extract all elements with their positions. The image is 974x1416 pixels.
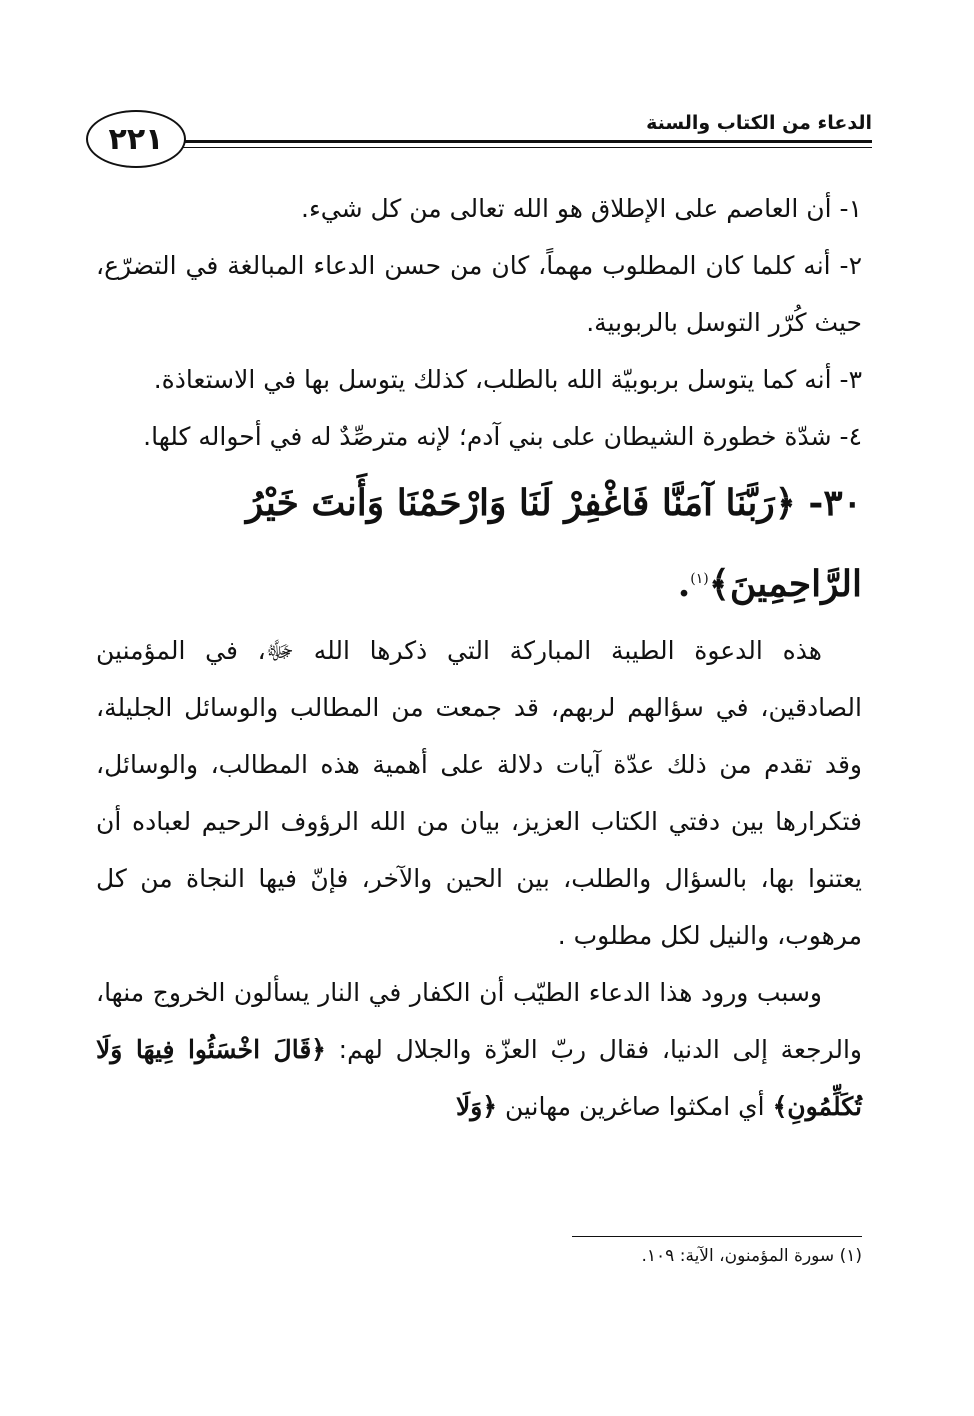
list-item-4: ٤- شدّة خطورة الشيطان على بني آدم؛ لإنه مترصِّدٌ له في أحواله كلها. [143,422,862,451]
header-rule [174,140,872,143]
list-item-3: ٣- أنه كما يتوسل بربوبيّة الله بالطلب، كذلك يتوسل بها في الاستعاذة. [153,365,862,394]
list-item-2: ٢- أنه كلما كان المطلوب مهماً، كان من حسن الدعاء المبالغة في التضرّع، حيث كُرّر التوسل بالربوبية. [96,251,862,337]
paragraph-2-start: وسبب ورود هذا الدعاء الطيّب أن الكفار في النار يسألون الخروج منها، والرجعة إلى الدنيا، فقال ربّ العزّة والجلال لهم: [96,978,862,1064]
paragraph-2-mid: أي امكثوا صاغرين مهانين [497,1092,773,1121]
list-item-1: ١- أن العاصم على الإطلاق هو الله تعالى من كل شيء. [301,194,862,223]
body-text [96,180,862,1135]
footnote-reference: (١) [690,571,709,587]
inline-verse-1: ﴿قَالَ اخْسَئُوا فِيهَا وَلَا تُكَلِّمُونِ﴾ [96,1035,862,1121]
footnote: (١) سورة المؤمنون، الآية: ١٠٩. [641,1246,862,1266]
header-rule-thin [174,147,872,148]
section-heading-verse [96,465,862,622]
page-header [82,104,872,170]
page-number: ٢٢١ [86,110,186,168]
footnote-rule [572,1236,862,1237]
heading-verse-text: ٣٠- ﴿رَبَّنَا آمَنَّا فَاغْفِرْ لَنَا وَارْحَمْنَا وَأَنتَ خَيْرُ الرَّاحِمِينَ﴾ [245,482,862,605]
inline-verse-2: ﴿وَلَا [456,1092,498,1121]
running-title: الدعاء من الكتاب والسنة [646,112,872,134]
paragraph-1: هذه الدعوة الطيبة المباركة التي ذكرها الله ﷻ، في المؤمنين الصادقين، في سؤالهم لربهم، قد جمعت من المطالب والوسائل الجليلة، وقد تقدم من ذلك عدّة آيات دلالة على أهمية هذه المطالب، والوسائل، فتكرارها بين دفتي الكتاب العزيز، بيان من الله الرؤوف الرحيم لعباده أن يعتنوا بها، بالسؤال والطلب، بين الحين والآخر، فإنّ فيها النجاة من كل مرهوب، والنيل لكل مطلوب . [96,636,862,950]
paragraph-2 [96,964,862,1135]
heading-end: . [677,563,691,605]
